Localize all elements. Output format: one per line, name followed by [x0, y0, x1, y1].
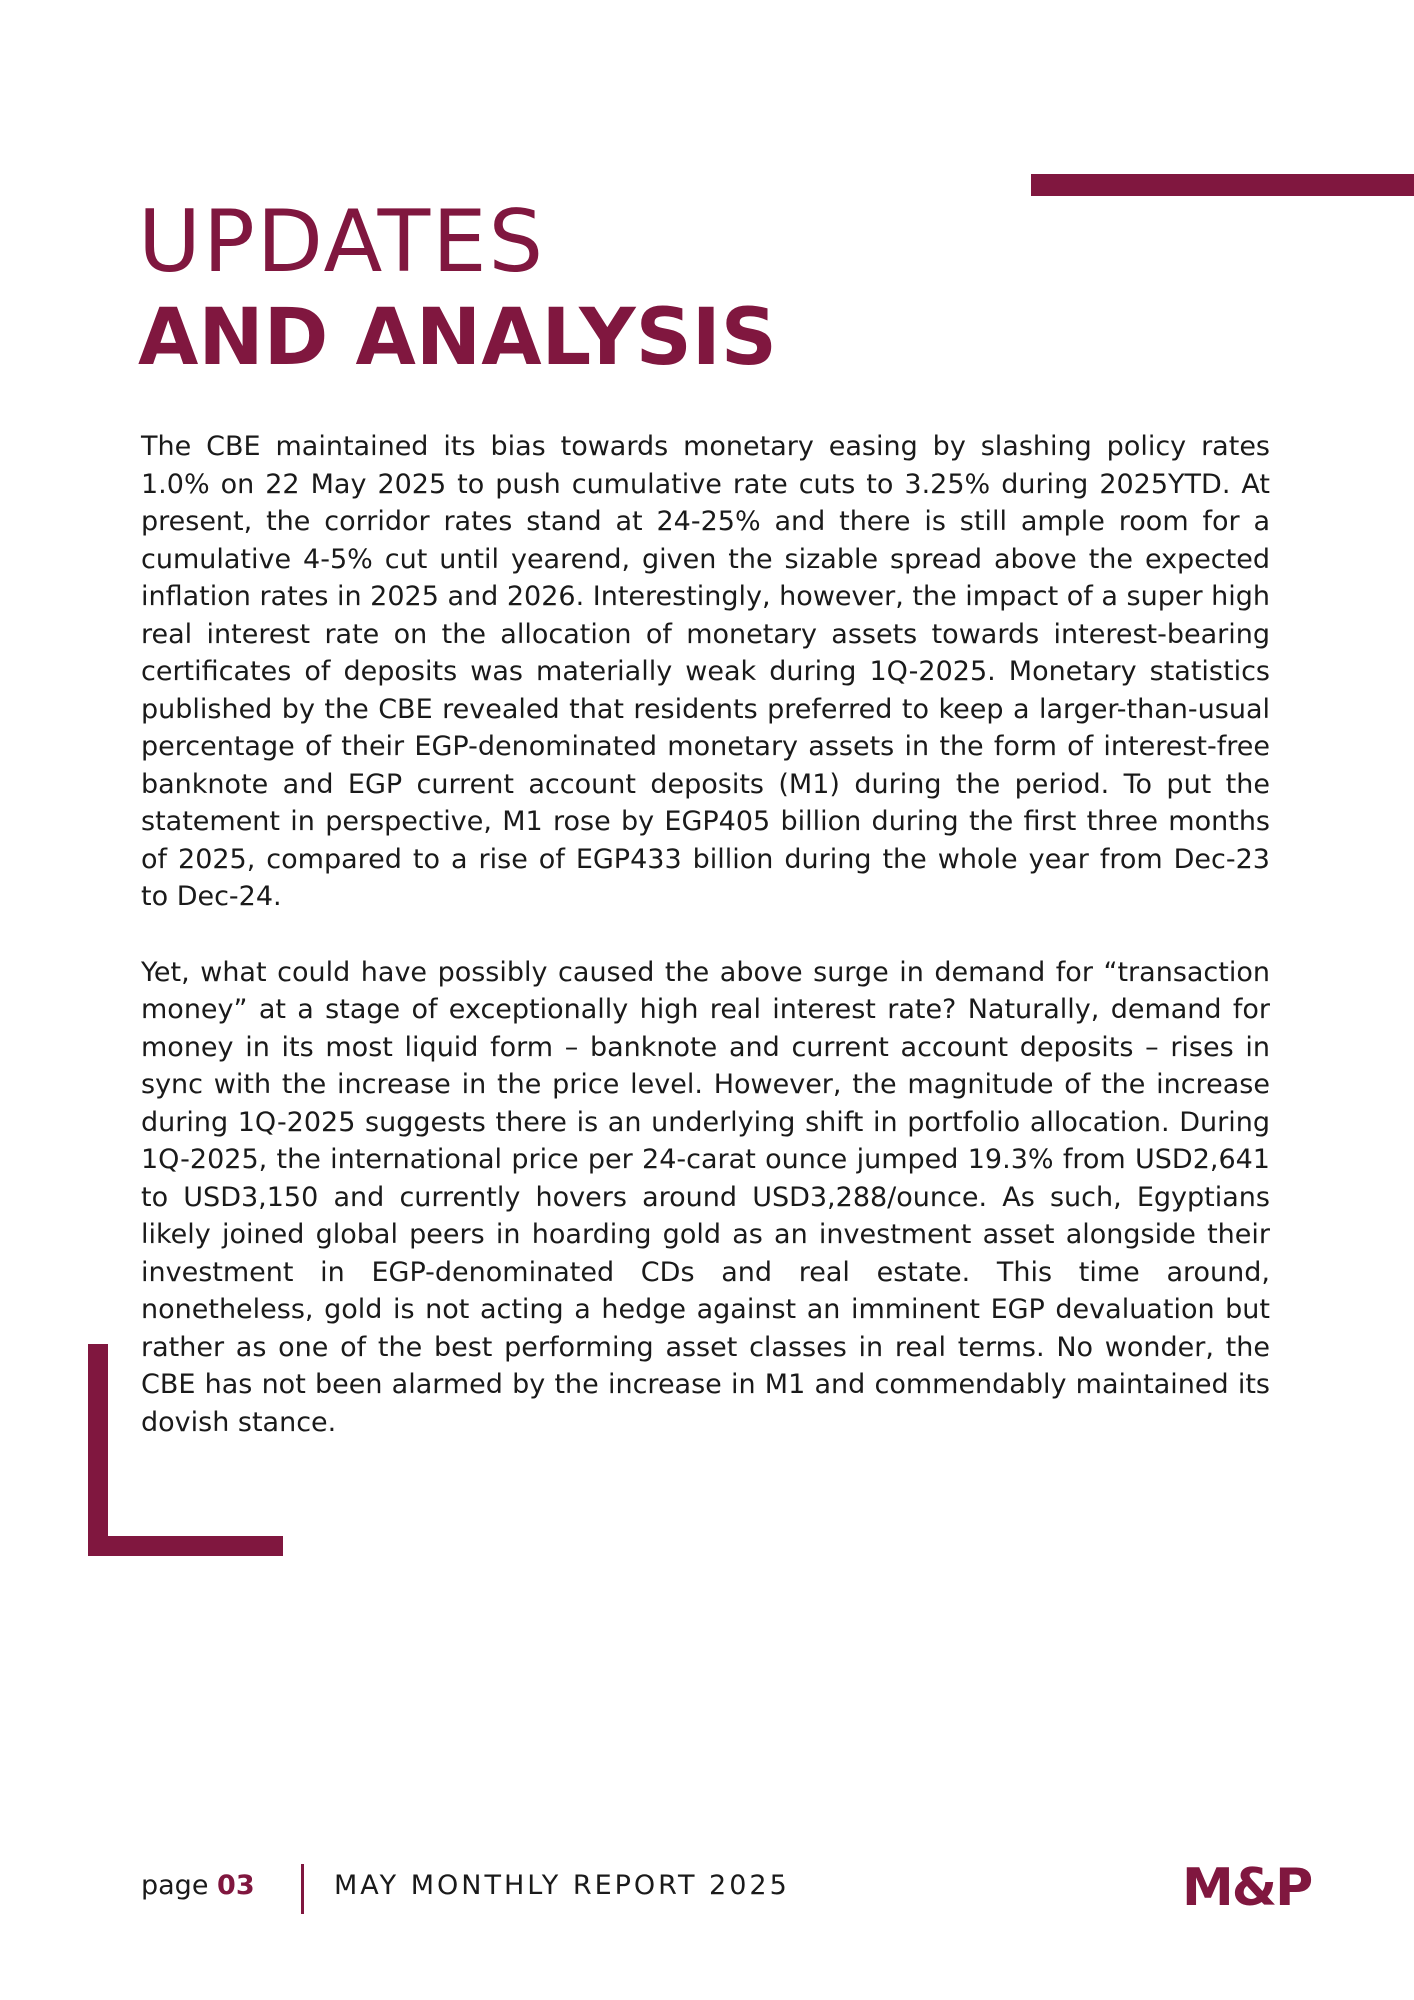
top-accent-bar: [1031, 174, 1414, 196]
decorative-bracket-vertical: [88, 1344, 108, 1556]
article-body: [141, 428, 1270, 1479]
page-number: 03: [217, 1870, 255, 1901]
paragraph-1: The CBE maintained its bias towards monetary easing by slashing policy rates 1.0% on 22 May 2025 to push cumulative rate cuts to 3.25% during 2025YTD. At present, the corridor rates stand at 24-25% and there is still ample room for a cumulative 4-5% cut until yearend, given the sizable spread above the expected inflation rates in 2025 and 2026. Interestingly, however, the impact of a super high real interest rate on the allocation of monetary assets towards interest-bearing certificates of deposits was materially weak during 1Q-2025. Monetary statistics published by the CBE revealed that residents preferred to keep a larger-than-usual percentage of their EGP-denominated monetary assets in the form of interest-free banknote and EGP current account deposits (M1) during the period. To put the statement in perspective, M1 rose by EGP405 billion during the first three months of 2025, compared to a rise of EGP433 billion during the whole year from Dec-23 to Dec-24.: [141, 431, 1270, 912]
page-title-line2: AND ANALYSIS: [138, 293, 777, 383]
footer-divider: [301, 1864, 304, 1914]
page-title-line1: UPDATES: [138, 192, 546, 292]
page-indicator: [141, 1866, 255, 1906]
paragraph-2: Yet, what could have possibly caused the above surge in demand for “transaction money” at a stage of exceptionally high real interest rate? Naturally, demand for money in its most liquid form – banknote and current account deposits – rises in sync with the increase in the price level. However, the magnitude of the increase during 1Q-2025 suggests there is an underlying shift in portfolio allocation. During 1Q-2025, the international price per 24-carat ounce jumped 19.3% from USD2,641 to USD3,150 and currently hovers around USD3,288/ounce. As such, Egyptians likely joined global peers in hoarding gold as an investment asset alongside their investment in EGP-denominated CDs and real estate. This time around, nonetheless, gold is not acting a hedge against an imminent EGP devaluation but rather as one of the best performing asset classes in real terms. No wonder, the CBE has not been alarmed by the increase in M1 and commendably maintained its dovish stance.: [141, 956, 1270, 1438]
page-label: page: [141, 1870, 209, 1901]
decorative-bracket-horizontal: [88, 1536, 283, 1556]
brand-logo: M&P: [1182, 1858, 1312, 1918]
report-title: MAY MONTHLY REPORT 2025: [334, 1870, 790, 1901]
